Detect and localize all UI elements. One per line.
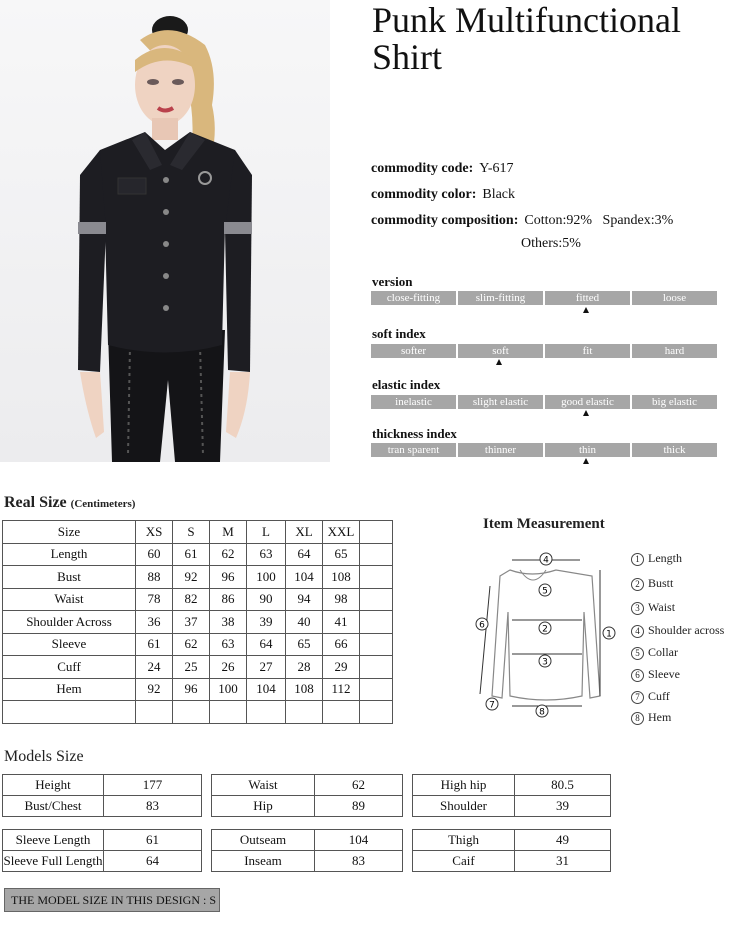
table-cell: 177: [104, 775, 202, 796]
header-cell: Size: [3, 521, 136, 544]
model-table: [211, 774, 403, 817]
table-cell: 40: [286, 611, 323, 634]
elastic-index-option: slight elastic: [458, 395, 543, 409]
table-cell: 112: [323, 678, 360, 701]
table-cell: 108: [286, 678, 323, 701]
real-size-table: [2, 520, 393, 724]
table-cell: 61: [136, 633, 173, 656]
empty-cell: [286, 701, 323, 724]
table-cell: 104: [315, 830, 403, 851]
table-cell: 100: [210, 678, 247, 701]
table-row: [212, 830, 403, 851]
header-cell: L: [247, 521, 286, 544]
measure-label: Waist: [648, 600, 676, 614]
version-label: version: [372, 274, 413, 289]
elastic-index-option: good elastic: [545, 395, 630, 409]
models-size-title: Models Size: [4, 748, 84, 765]
table-cell: 96: [173, 678, 210, 701]
commodity-code-label: commodity code:: [371, 161, 474, 176]
measure-num: 1: [631, 553, 644, 566]
elastic-index-option: big elastic: [632, 395, 717, 409]
soft-index-option: softer: [371, 344, 456, 358]
measure-item: [631, 600, 675, 615]
table-row: [3, 611, 393, 634]
table-cell: 49: [515, 830, 611, 851]
table-row: [3, 543, 393, 566]
header-cell: XXL: [323, 521, 360, 544]
commodity-code: [371, 161, 514, 177]
table-row: [212, 796, 403, 817]
soft-index-scale: [371, 344, 717, 358]
table-cell: 83: [315, 851, 403, 872]
empty-cell: [360, 588, 393, 611]
measure-num: 3: [631, 602, 644, 615]
table-cell: 98: [323, 588, 360, 611]
elastic-index-marker: [583, 410, 589, 416]
version-option: close-fitting: [371, 291, 456, 305]
header-cell: XS: [136, 521, 173, 544]
soft-index-option: fit: [545, 344, 630, 358]
measure-label: Bustt: [648, 576, 674, 590]
commodity-color: [371, 187, 515, 203]
table-cell: 64: [247, 633, 286, 656]
measure-num: 4: [631, 625, 644, 638]
table-cell: Hip: [212, 796, 315, 817]
table-cell: 86: [210, 588, 247, 611]
commodity-color-value: Black: [482, 187, 516, 202]
soft-index-option: hard: [632, 344, 717, 358]
svg-text:4: 4: [543, 555, 549, 566]
header-cell: S: [173, 521, 210, 544]
empty-cell: [360, 656, 393, 679]
table-cell: 90: [247, 588, 286, 611]
svg-text:8: 8: [539, 707, 545, 718]
table-cell: 108: [323, 566, 360, 589]
model-size-note: THE MODEL SIZE IN THIS DESIGN : S: [4, 888, 220, 912]
table-cell: 31: [515, 851, 611, 872]
table-cell: Bust/Chest: [3, 796, 104, 817]
measure-label: Sleeve: [648, 667, 680, 681]
table-cell: 80.5: [515, 775, 611, 796]
svg-text:5: 5: [542, 586, 548, 597]
table-cell: 24: [136, 656, 173, 679]
soft-index-label: soft index: [372, 326, 426, 341]
model-table: [2, 829, 202, 872]
elastic-index-scale: [371, 395, 717, 409]
thickness-index-option: thin: [545, 443, 630, 457]
empty-cell: [3, 701, 136, 724]
soft-index-option: soft: [458, 344, 543, 358]
table-cell: Hem: [3, 678, 136, 701]
table-cell: Waist: [3, 588, 136, 611]
table-cell: 60: [136, 543, 173, 566]
table-cell: Sleeve Full Length: [3, 851, 104, 872]
table-row: [413, 830, 611, 851]
svg-text:6: 6: [479, 620, 485, 631]
table-cell: 36: [136, 611, 173, 634]
thickness-index-option: thinner: [458, 443, 543, 457]
table-cell: Shoulder Across: [3, 611, 136, 634]
table-cell: Waist: [212, 775, 315, 796]
commodity-composition-line2: Others:5%: [521, 236, 581, 251]
measure-num: 2: [631, 578, 644, 591]
real-size-title: Real Size: [4, 494, 67, 511]
empty-cell: [360, 543, 393, 566]
table-cell: 28: [286, 656, 323, 679]
measurement-diagram: [472, 546, 620, 726]
measure-item: [631, 576, 673, 591]
elastic-index-label: elastic index: [372, 377, 441, 392]
product-photo: [0, 0, 330, 462]
version-scale: [371, 291, 717, 305]
commodity-composition-label: commodity composition:: [371, 213, 519, 228]
thickness-index-marker: [583, 458, 589, 464]
table-cell: 78: [136, 588, 173, 611]
table-cell: Inseam: [212, 851, 315, 872]
thickness-index-label: thickness index: [372, 426, 457, 441]
table-cell: 39: [515, 796, 611, 817]
table-cell: 62: [210, 543, 247, 566]
measure-num: 7: [631, 691, 644, 704]
measure-label: Cuff: [648, 689, 670, 703]
measure-label: Hem: [648, 710, 672, 724]
table-row: [3, 678, 393, 701]
table-cell: Sleeve: [3, 633, 136, 656]
header-cell: XL: [286, 521, 323, 544]
real-size-heading: [4, 494, 135, 512]
measure-item: [631, 551, 682, 566]
empty-cell: [247, 701, 286, 724]
table-cell: Thigh: [413, 830, 515, 851]
table-cell: 92: [136, 678, 173, 701]
svg-text:1: 1: [606, 629, 612, 640]
table-cell: Sleeve Length: [3, 830, 104, 851]
header-cell: M: [210, 521, 247, 544]
real-size-unit: (Centimeters): [70, 498, 136, 510]
empty-cell: [360, 678, 393, 701]
table-cell: 39: [247, 611, 286, 634]
table-cell: 83: [104, 796, 202, 817]
table-cell: 41: [323, 611, 360, 634]
table-row: [3, 588, 393, 611]
table-cell: Height: [3, 775, 104, 796]
table-row: [3, 701, 393, 724]
table-cell: 37: [173, 611, 210, 634]
empty-cell: [360, 521, 393, 544]
table-cell: 104: [286, 566, 323, 589]
table-cell: 27: [247, 656, 286, 679]
table-cell: 61: [173, 543, 210, 566]
version-option: slim-fitting: [458, 291, 543, 305]
table-cell: 62: [315, 775, 403, 796]
measure-item: [631, 689, 670, 704]
table-cell: 94: [286, 588, 323, 611]
empty-cell: [210, 701, 247, 724]
commodity-composition: [371, 213, 673, 229]
measure-item: [631, 623, 724, 638]
version-option: fitted: [545, 291, 630, 305]
thickness-index-scale: [371, 443, 717, 457]
table-cell: Caif: [413, 851, 515, 872]
table-cell: 100: [247, 566, 286, 589]
measure-item: [631, 667, 680, 682]
empty-cell: [323, 701, 360, 724]
measure-num: 8: [631, 712, 644, 725]
commodity-composition-value: Cotton:92% Spandex:3%: [524, 213, 674, 228]
table-cell: 26: [210, 656, 247, 679]
empty-cell: [360, 566, 393, 589]
version-option: loose: [632, 291, 717, 305]
table-cell: High hip: [413, 775, 515, 796]
table-row: [3, 656, 393, 679]
table-header-row: [3, 521, 393, 544]
table-row: [3, 830, 202, 851]
measure-num: 6: [631, 669, 644, 682]
table-cell: 64: [286, 543, 323, 566]
empty-cell: [360, 701, 393, 724]
table-row: [3, 775, 202, 796]
table-cell: 65: [286, 633, 323, 656]
table-cell: 65: [323, 543, 360, 566]
empty-cell: [360, 611, 393, 634]
table-cell: 63: [247, 543, 286, 566]
product-title: Punk Multifunctional Shirt: [372, 0, 681, 77]
measure-item: [631, 645, 678, 660]
item-measurement-title: Item Measurement: [483, 516, 605, 532]
table-row: [413, 796, 611, 817]
table-cell: 82: [173, 588, 210, 611]
measure-item: [631, 710, 671, 725]
table-cell: 25: [173, 656, 210, 679]
table-row: [212, 851, 403, 872]
svg-text:2: 2: [542, 624, 548, 635]
table-row: [3, 566, 393, 589]
table-cell: 89: [315, 796, 403, 817]
table-cell: 64: [104, 851, 202, 872]
version-marker: [583, 307, 589, 313]
model-table: [412, 829, 611, 872]
table-row: [3, 633, 393, 656]
table-cell: 66: [323, 633, 360, 656]
table-cell: 96: [210, 566, 247, 589]
empty-cell: [173, 701, 210, 724]
table-cell: 92: [173, 566, 210, 589]
table-row: [212, 775, 403, 796]
measure-label: Collar: [648, 645, 678, 659]
measure-label: Length: [648, 551, 682, 565]
table-cell: 62: [173, 633, 210, 656]
svg-text:7: 7: [489, 700, 495, 711]
soft-index-marker: [496, 359, 502, 365]
table-cell: Outseam: [212, 830, 315, 851]
table-cell: Cuff: [3, 656, 136, 679]
table-row: [413, 775, 611, 796]
model-table: [412, 774, 611, 817]
table-cell: 61: [104, 830, 202, 851]
thickness-index-option: thick: [632, 443, 717, 457]
measure-label: Shoulder across: [648, 623, 725, 637]
thickness-index-option: tran sparent: [371, 443, 456, 457]
table-cell: 38: [210, 611, 247, 634]
elastic-index-option: inelastic: [371, 395, 456, 409]
table-cell: 104: [247, 678, 286, 701]
table-cell: 63: [210, 633, 247, 656]
commodity-color-label: commodity color:: [371, 187, 477, 202]
empty-cell: [360, 633, 393, 656]
table-cell: Length: [3, 543, 136, 566]
empty-cell: [136, 701, 173, 724]
measure-num: 5: [631, 647, 644, 660]
table-cell: 29: [323, 656, 360, 679]
table-row: [3, 796, 202, 817]
table-cell: Shoulder: [413, 796, 515, 817]
table-cell: 88: [136, 566, 173, 589]
commodity-code-value: Y-617: [479, 161, 514, 176]
svg-text:3: 3: [542, 657, 548, 668]
table-cell: Bust: [3, 566, 136, 589]
table-row: [413, 851, 611, 872]
model-table: [211, 829, 403, 872]
table-row: [3, 851, 202, 872]
model-table: [2, 774, 202, 817]
